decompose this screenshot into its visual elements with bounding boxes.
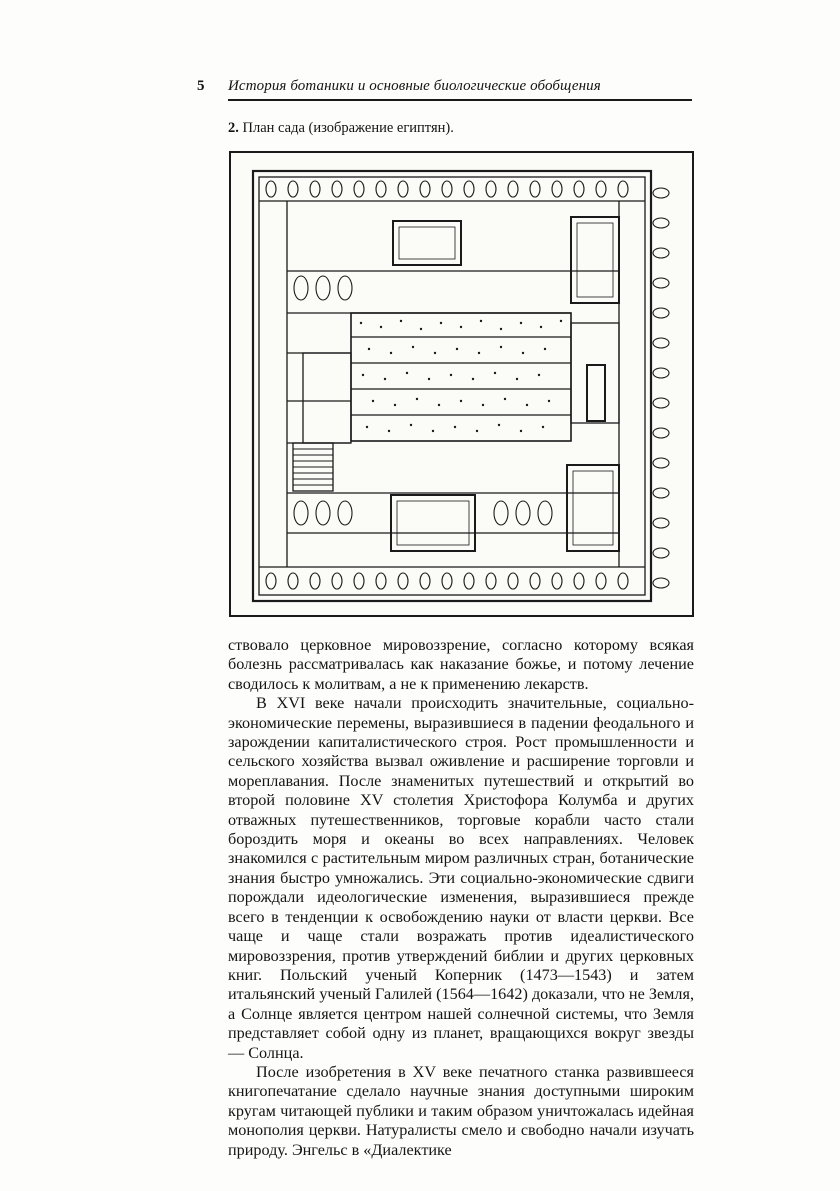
paragraph: После изобретения в XV веке печатного станка развившееся книгопечатание сделало научные знания доступными широким кругам читающей публики и таким образом уничтожалась идейная монополия церкви. Натуралисты смело и свободно начали изучать природу. Энгельс в «Диалектике [228,1062,694,1159]
figure-caption [228,120,454,137]
paragraph: ствовало церковное мировоззрение, согласно которому всякая болезнь рассматривалась как наказание божье, и потому лечение сводилось к молитвам, а не к применению лекарств. [228,636,694,693]
page-number: 5 [197,78,205,94]
header-rule [228,99,692,101]
body-text [228,636,694,1160]
stairs-lines [293,449,333,485]
figure-number: 2. [228,120,239,136]
central-vineyard [351,313,571,441]
garden-plan-illustration [231,153,692,615]
pond-bottom-left [391,495,475,551]
garden-outer-wall [253,171,651,601]
egyptian-garden-plan-figure [229,151,694,617]
figure-caption-text: План сада (изображение египтян). [242,120,454,136]
pond-top-right [571,217,619,303]
pond-top-left [393,221,461,265]
paragraph: В XVI веке начали происходить значительные, социально-экономические перемены, выразившиеся в падении феодального и зарождении капиталистического строя. Рост промышленности и сельского хозяйства вызвал оживление и расширение торговли и мореплавания. После знаменитых путешествий и открытий во второй половине XV столетия Христофора Колумба и других отважных путешественников, торговые корабли часто стали бороздить моря и океаны во всех направлениях. Человек знакомился с растительным миром различных стран, ботанические знания быстро умножались. Эти социально-экономические сдвиги порождали идеологические изменения, выразившиеся прежде всего в тенденции к освобождению науки от власти церкви. Все чаще и чаще стали возражать против идеалистического мировоззрения, против утверждений библии и других церковных книг. Польский ученый Коперник (1473—1543) и затем итальянский ученый Галилей (1564—1642) доказали, что не Земля, а Солнце является центром нашей солнечной системы, что Земля представляет собой одну из планет, вращающихся вокруг звезды — Солнца. [228,694,694,1062]
pavilion-left [303,353,351,443]
gate-house [571,323,619,423]
running-head: История ботаники и основные биологические обобщения [228,78,601,94]
tree-symbols [266,181,669,589]
pond-bottom-right [567,465,619,551]
